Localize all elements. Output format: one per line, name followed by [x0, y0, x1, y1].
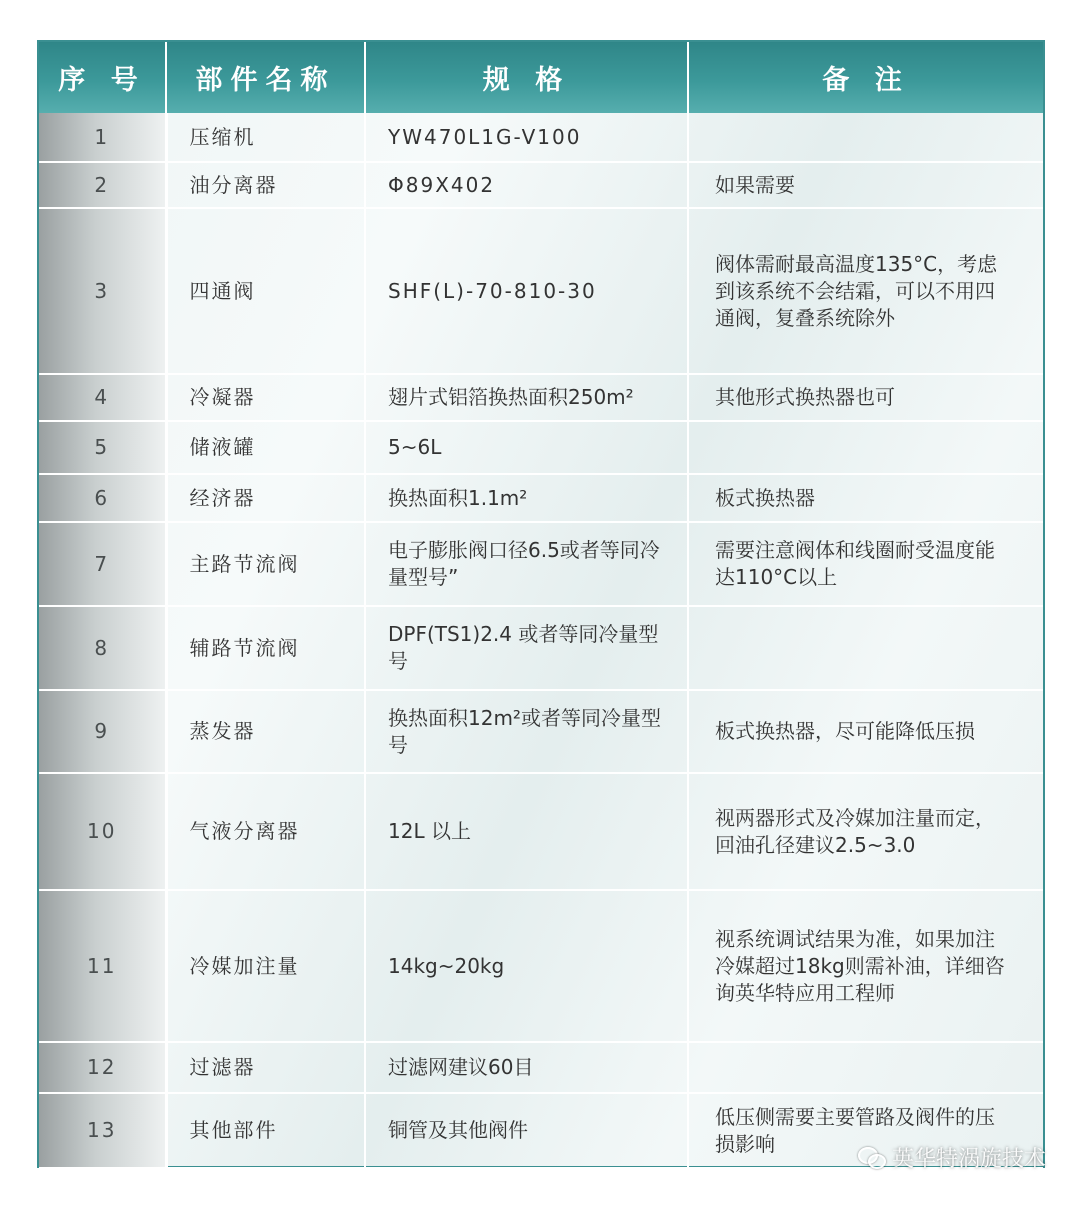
table-row: [39, 690, 1043, 773]
part-name-cell: 冷媒加注量: [166, 890, 365, 1042]
spec-cell: 14kg~20kg: [365, 890, 688, 1042]
watermark-text: 英华特涡旋技术: [891, 1147, 1046, 1172]
note-cell: [688, 421, 1043, 474]
table-row: [39, 606, 1043, 690]
row-number: 2: [39, 162, 166, 208]
note-cell: 阀体需耐最高温度135°C，考虑到该系统不会结霜，可以不用四通阀，复叠系统除外: [688, 208, 1043, 374]
row-number: 1: [39, 113, 166, 162]
spec-cell: SHF(L)-70-810-30: [365, 208, 688, 374]
spec-cell: 铜管及其他阀件: [365, 1093, 688, 1168]
wechat-watermark: [858, 1142, 1046, 1173]
table-row: [39, 421, 1043, 474]
note-cell: 视两器形式及冷媒加注量而定，回油孔径建议2.5~3.0: [688, 773, 1043, 890]
part-name-cell: 蒸发器: [166, 690, 365, 773]
table-row: [39, 773, 1043, 890]
part-name-cell: 储液罐: [166, 421, 365, 474]
spec-cell: 电子膨胀阀口径6.5或者等同冷量型号”: [365, 522, 688, 606]
part-name-cell: 压缩机: [166, 113, 365, 162]
table-row: [39, 374, 1043, 421]
part-name-cell: 气液分离器: [166, 773, 365, 890]
row-number: 7: [39, 522, 166, 606]
part-name-cell: 其他部件: [166, 1093, 365, 1168]
note-cell: 低压侧需要主要管路及阀件的压损影响: [688, 1093, 1043, 1168]
note-cell: [688, 1042, 1043, 1093]
note-cell: 板式换热器: [688, 474, 1043, 522]
row-number: 13: [39, 1093, 166, 1168]
spec-cell: 过滤网建议60目: [365, 1042, 688, 1093]
row-number: 9: [39, 690, 166, 773]
header-number: 序 号: [39, 42, 166, 113]
spec-cell: YW470L1G-V100: [365, 113, 688, 162]
part-name-cell: 四通阀: [166, 208, 365, 374]
part-name-cell: 经济器: [166, 474, 365, 522]
components-table-container: [37, 40, 1045, 1168]
note-cell: 视系统调试结果为准，如果加注冷媒超过18kg则需补油，详细咨询英华特应用工程师: [688, 890, 1043, 1042]
part-name-cell: 辅路节流阀: [166, 606, 365, 690]
row-number: 5: [39, 421, 166, 474]
table-row: [39, 208, 1043, 374]
part-name-cell: 冷凝器: [166, 374, 365, 421]
table-row: [39, 1042, 1043, 1093]
note-cell: [688, 606, 1043, 690]
spec-cell: 12L 以上: [365, 773, 688, 890]
components-table: [39, 42, 1043, 1169]
row-number: 10: [39, 773, 166, 890]
table-body: [39, 113, 1043, 1168]
header-note: 备 注: [688, 42, 1043, 113]
part-name-cell: 主路节流阀: [166, 522, 365, 606]
table-row: [39, 113, 1043, 162]
row-number: 4: [39, 374, 166, 421]
header-spec: 规 格: [365, 42, 688, 113]
spec-cell: 换热面积1.1m²: [365, 474, 688, 522]
spec-cell: 5~6L: [365, 421, 688, 474]
note-cell: 板式换热器，尽可能降低压损: [688, 690, 1043, 773]
part-name-cell: 油分离器: [166, 162, 365, 208]
row-number: 3: [39, 208, 166, 374]
table-row: [39, 890, 1043, 1042]
note-cell: [688, 113, 1043, 162]
spec-cell: Φ89X402: [365, 162, 688, 208]
spec-cell: 翅片式铝箔换热面积250m²: [365, 374, 688, 421]
note-cell: 其他形式换热器也可: [688, 374, 1043, 421]
table-header-row: [39, 42, 1043, 113]
part-name-cell: 过滤器: [166, 1042, 365, 1093]
row-number: 11: [39, 890, 166, 1042]
spec-cell: 换热面积12m²或者等同冷量型号: [365, 690, 688, 773]
row-number: 8: [39, 606, 166, 690]
table-row: [39, 162, 1043, 208]
wechat-icon: [858, 1147, 886, 1169]
note-cell: 如果需要: [688, 162, 1043, 208]
row-number: 12: [39, 1042, 166, 1093]
table-row: [39, 474, 1043, 522]
row-number: 6: [39, 474, 166, 522]
table-row: [39, 522, 1043, 606]
header-part-name: 部件名称: [166, 42, 365, 113]
note-cell: 需要注意阀体和线圈耐受温度能达110°C以上: [688, 522, 1043, 606]
spec-cell: DPF(TS1)2.4 或者等同冷量型号: [365, 606, 688, 690]
